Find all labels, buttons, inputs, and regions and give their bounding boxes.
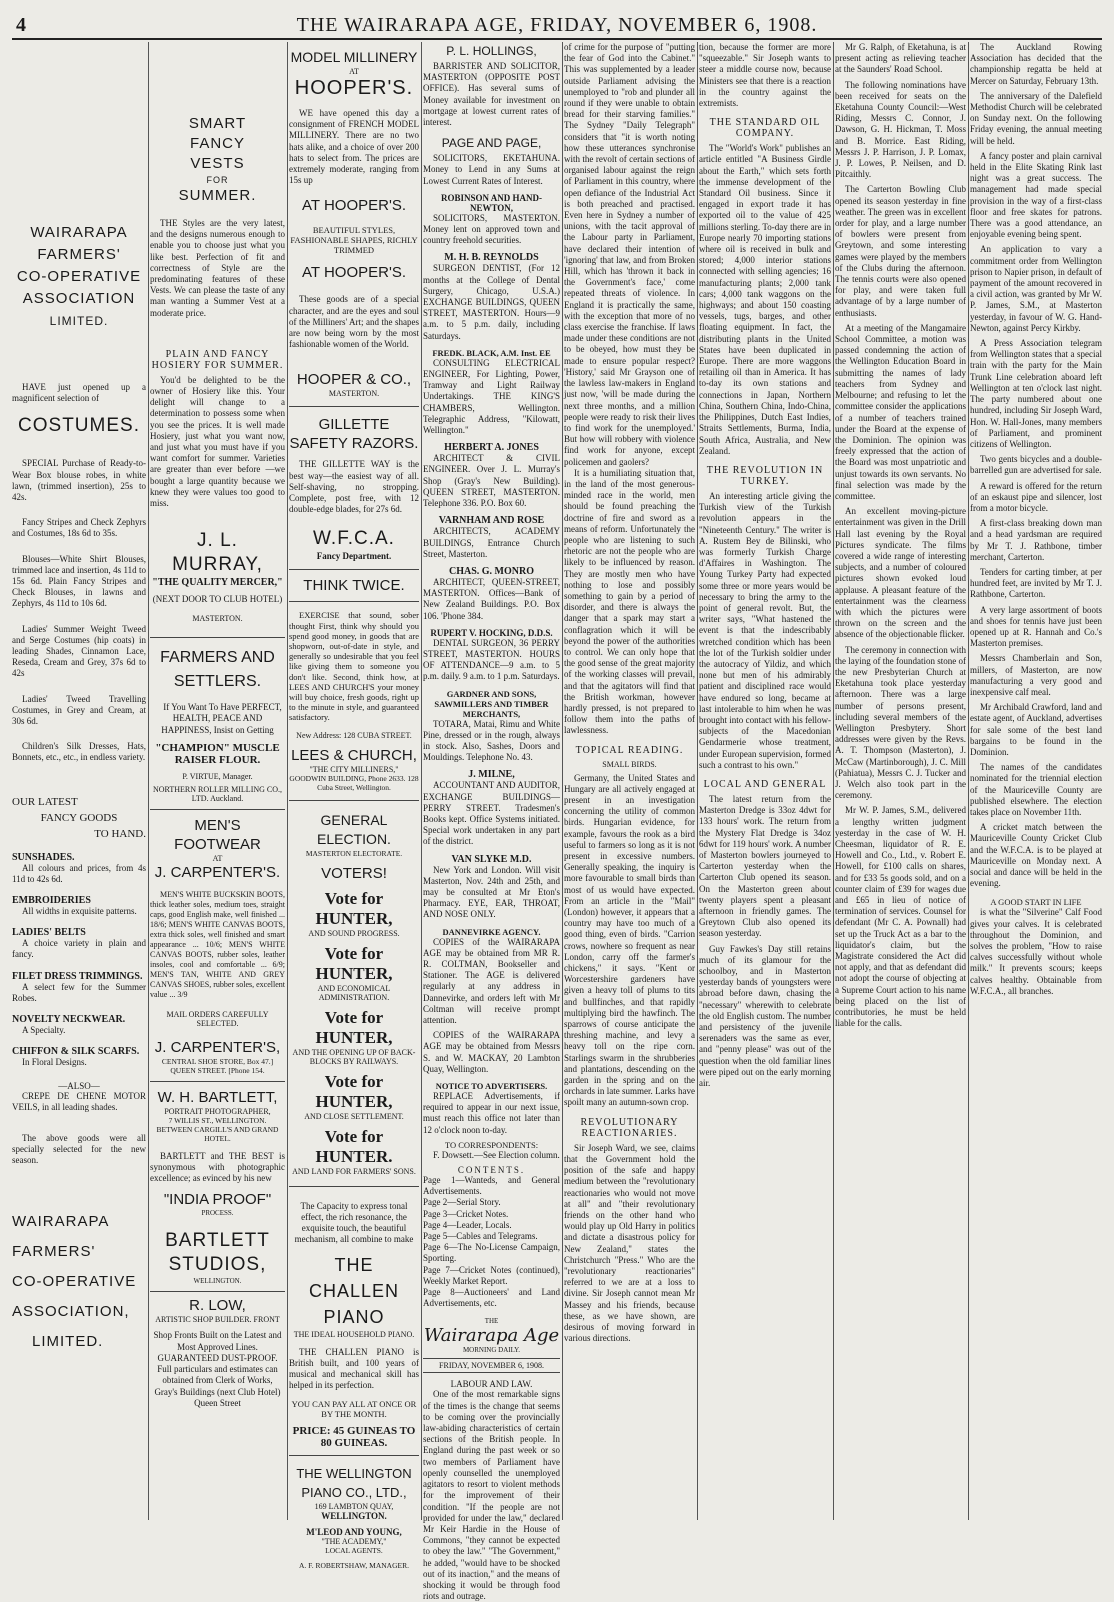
new-address: New Address: 128 CUBA STREET. xyxy=(296,730,412,740)
local2-item-9: Tenders for carting timber, at per hundred feet, are invited by Mr T. J. Rathbone, Carterton. xyxy=(970,566,1102,600)
local2-item-1: The Auckland Rowing Association has decided that the championship regatta be held at Mercer on Saturday, February 13th. xyxy=(970,42,1102,86)
beautiful-styles: BEAUTIFUL STYLES, FASHIONABLE SHAPES, RICHLY TRIMMED xyxy=(290,225,418,256)
low-name: R. LOW, xyxy=(189,1297,246,1315)
hooper-co: HOOPER & CO., xyxy=(296,371,412,389)
at-hoopers-1: AT HOOPER'S. xyxy=(302,197,406,215)
carpenter-name: J. CARPENTER'S. xyxy=(154,863,281,881)
ideal-piano: THE IDEAL HOUSEHOLD PIANO. xyxy=(293,1329,415,1339)
local2-item-14: A cricket match between the Mauriceville County Cricket Club and the W.F.C.A. is to be played at Mauriceville on Monday next. A social and dance will be held in the evening. xyxy=(970,822,1102,889)
local2-item-3: A fancy poster and plain carnival held in the Elite Skating Rink last night was a great success. The management had made special provision in the way of a first-class floor and free skates for patrons. There was a good attendance, an enjoyable evening being spent. xyxy=(970,150,1102,240)
wfca-heading: W.F.C.A. xyxy=(313,528,395,550)
local2-item-5: A Press Association telegram from Wellington states that a special train with the party for the Main Trunk Line celebration aboard left Wellington at ten o'clock last night. The party numbered about one hundred, including Sir Joseph Ward, Hon. W. Hall-Jones, many members of Parliament, and prominent citizens of Wellington. xyxy=(970,338,1102,449)
local2-item-7: A reward is offered for the return of an eskaust pipe and silencer, lost from a motor bicycle. xyxy=(970,480,1102,513)
goods-text: These goods are of a special character, and are the eyes and soul of the Milliners' Art; and the shapes are now being worn by the most fashionable women of the World. xyxy=(289,294,419,350)
the-label: THE xyxy=(484,1317,499,1326)
bartlett-text: BARTLETT and THE BEST is synonymous with photographic excellence; as evinced by his new xyxy=(150,1150,285,1184)
hoopers-heading: HOOPER'S. xyxy=(294,77,414,99)
card-monro: CHAS. G. MONRO ARCHITECT, QUEEN-STREET, MASTERTON. Offices—Bank of New Zealand Buildings. P.O. Box 106. 'Phone 384. xyxy=(423,565,560,621)
local-item-3: The Carterton Bowling Club opened its season yesterday in fine weather. The green was in excellent order for play, and a large number of bowlers were present from Greytown, and some interesting games were played by the members of the Clubs during the afternoon. The tennis courts were also opened for play, and were taken full advantage of by a large number of enthusiasts. xyxy=(835,184,966,318)
northern-mill: NORTHERN ROLLER MILLING CO., LTD. Auckland. xyxy=(150,785,285,810)
murray-name: J. L. MURRAY, xyxy=(172,530,263,576)
mens-footwear: MEN'S FOOTWEAR xyxy=(174,816,261,853)
costumes-heading: COSTUMES. xyxy=(18,415,140,437)
issue-date: FRIDAY, NOVEMBER 6, 1908. xyxy=(423,1358,560,1373)
wairarapa-age-logo: Wairarapa Age xyxy=(423,1325,560,1347)
gillette-text: THE GILLETTE WAY is the best way—the easiest way of all. Self-shaving, no stropping. Complete, post free, with 12 double-edge blades, for 27s 6d. xyxy=(289,459,419,515)
low-text: Shop Fronts Built on the Latest and Most Approved Lines. GUARANTEED DUST-PROOF. Full particulars and estimates can obtained from Clerk of Works, Gray's Buildings (next Club Hotel) Queen Street xyxy=(153,1330,282,1408)
local2-item-4: An application to vary a commitment order from Wellington prison to Napier prison, in default of payment of the amount recovered in a civil action, was granted by Mr W. P. James, S.M., at Masterton yesterday, in favour of W. G. Hand-Newton, against Percy Kirkby. xyxy=(970,244,1102,333)
challen-piano: THE CHALLEN PIANO xyxy=(308,1254,400,1327)
bartlett-sub: PORTRAIT PHOTOGRAPHER, xyxy=(164,1106,271,1116)
standard-oil-heading: THE STANDARD OIL COMPANY. xyxy=(709,117,821,140)
think-text: EXERCISE that sound, sober thought First, think why should you spend good money, in goods that are shopworn, out-of-date in style, and generally so undesirable that you feel like giving them to someone you don't like. Second, think how, at LEES AND CHURCH'S your money will buy choice, fresh goods, right up to the minute in style, and guaranteed satisfactory. xyxy=(289,610,419,723)
birds-text: Germany, the United States and Hungary are all actively engaged at present in an investigation concerning the utility of common birds. Hungarian evidence, for example, favours the rook as a bird useful to farmers so long as it is not present in excessive numbers. Generally speaking, the inquiry is more favourable to small birds than most of us would have expected. From an article in the "Mail" (London) however, it appears that a country may have too much of a good thing, even of birds. "Carrion crows, nowhere so frequent as near London, carry off the farmer's chickens," it says. "Kent or Worcestershire gardeners have given a heavy toll of plums to tits and bullfinches, and that rapidly multiplying bird the hawfinch. The sparrows of course anticipate the threshing machine, and levy a heavy toll on the ripe corn. Starlings swarm in the shrubberies and plantations, descending on the garden in the spring and on the orchards in late summer. Larks have spoilt many an autumn-sown crop. xyxy=(564,772,695,1108)
murray-sub: "THE QUALITY MERCER," xyxy=(152,577,283,589)
topical-heading: TOPICAL READING. xyxy=(575,744,684,756)
dannevirke-heading: DANNEVIRKE AGENCY. xyxy=(442,926,541,937)
fancy-department: Fancy Department. xyxy=(289,551,419,570)
good-start-heading: A GOOD START IN LIFE xyxy=(990,897,1082,908)
smart-vests-heading: SMART FANCY VESTS FOR SUMMER. xyxy=(178,115,257,204)
local2-item-10: A very large assortment of boots and shoes for tennis have just been opened up at R. Hannah and Co.'s Masterton premises. xyxy=(970,604,1102,649)
electorate: MASTERTON ELECTORATE. xyxy=(305,848,403,858)
vote-list: Vote for HUNTER, AND SOUND PROGRESS. Vote for HUNTER, AND ECONOMICAL ADMINISTRATION. Vote for HUNTER, AND THE OPENING UP OF BACK-BLOCKS BY RAILWAYS. Vote for HUNTER, AND CLOSE SETTLEMENT. Vote for HUNTER. AND LAND FOR FARMERS' SONS. xyxy=(289,889,419,1187)
column-local-2 xyxy=(970,42,1102,1520)
hooper-town: MASTERTON. xyxy=(289,389,419,407)
notice-text: REPLACE Advertisements, if required to appear in our next issue, must reach this office not later than 12 o'clock noon to-day. xyxy=(423,1091,560,1135)
local-text: The latest return from the Masterton Dredge is 33oz 4dwt for 133 hours' work. The return from the Mystery Flat Dredge is 34oz 6dwt for 119 hours' work. A number of Masterton bowlers journeyed to Carterton yesterday when the Carterton Club opened its season. On the Masterton green about twenty players spent a pleasant afternoon in friendly games. The Greytown Club also opened its season yesterday. xyxy=(699,793,831,939)
page-number: 4 xyxy=(16,14,26,36)
copies-2: COPIES of the WAIRARAPA AGE may be obtained from Messrs S. and W. MACKAY, 20 Lambton Quay, Wellington. xyxy=(423,1030,560,1074)
column-coop xyxy=(12,42,146,1520)
column-leader xyxy=(564,42,695,1520)
think-twice: THINK TWICE. xyxy=(289,576,419,602)
local2-item-6: Two gents bicycles and a double-barrelled gun are advertised for sale. xyxy=(970,454,1102,476)
price-label: PRICE: 45 GUINEAS TO 80 GUINEAS. xyxy=(289,1425,419,1456)
local-general-heading: LOCAL AND GENERAL xyxy=(703,778,827,790)
bartlett-studios: BARTLETT STUDIOS, xyxy=(165,1230,270,1276)
leader-text-2: It is a humiliating situation that, in the land of the most generous-minded race in the world, men should be found preaching the doctrine of fire and sword as a means of reform. Unfortunately the people who are listening to such rhetoric are not the people who are likely to be influenced by reason. They are mostly men who have nothing to lose and possibly something to gain by a period of disorder, and there is always the danger that a spark may start a conflagration which it will be beyond the power of the authorities to control. We can only hope that the good sense of the great majority of the working classes will prevail, and that the agitators will find that the British workman, however hardly pressed, is not prepared to follow them into the paths of lawlessness. xyxy=(564,467,695,736)
card-hocking: RUPERT V. HOCKING, D.D.S. DENTAL SURGEON, 36 PERRY STREET, MASTERTON. HOURS OF ATTENDANCE—9 a.m. to 5 p.m. daily. 9 a.m. to 1 p.m. Saturdays. xyxy=(423,627,560,682)
at-hoopers-2: AT HOOPER'S. xyxy=(302,264,406,282)
local2-item-8: A first-class breaking down man and a head yardsman are required by Mr T. J. Rathbone, timber merchant, Carterton. xyxy=(970,518,1102,562)
carpenter-name-2: J. CARPENTER'S, xyxy=(154,1038,281,1056)
hosiery-text: You'd be delighted to be the owner of Hosiery like this. Your delight will change to a determination to possess some when you see the prices. It is well made Hosiery, just what you want now, and just what you must have if you want comfort for summer. Varieties are greater than ever before —we bought a large quantity because we knew they were values too good to miss. xyxy=(150,374,285,509)
card-page: PAGE AND PAGE, SOLICITORS, EKETAHUNA. Money to Lend in any Sums at Lowest Current Rates of Interest. xyxy=(423,136,560,186)
local-item-1: Mr G. Ralph, of Eketahuna, is at present acting as relieving teacher at the Saunders' Road School. xyxy=(835,42,966,75)
copies-1: COPIES of the WAIRARAPA AGE may be obtained from MR R. R. COLTMAN, Bookseller and Stationer. The AGE is delivered regularly at any address in Dannevirke, and orders left with Mr Coltman will receive prompt attention. xyxy=(423,936,560,1025)
latest-goods-heading: OUR LATEST FANCY GOODS TO HAND. xyxy=(12,795,146,840)
low-sub: ARTISTIC SHOP BUILDER. FRONT xyxy=(155,1315,280,1325)
lees-sub: "THE CITY MILLINERS," xyxy=(309,764,399,774)
card-varnham: VARNHAM AND ROSE ARCHITECTS, ACADEMY BUILDINGS, Entrance Church Street, Masterton. xyxy=(423,515,560,559)
correspondents-text: F. Dowsett.—See Election column. xyxy=(433,1149,560,1160)
revolutionary-text: Sir Joseph Ward, we see, claims that the Government hold the position of the safe and happy medium between the "revolutionary reactionaries who would not move at all" and "their revolutionary friends on the other hand who would play up Old Harry in politics and dictate a disastrous policy for New Zealand," states the Christchurch "Press." Who are the "revolutionary reactionaries" referred to we are at a loss to divine. Sir Joseph cannot mean Mr Massey and his friends, because these, as we have shown, are desirous of moving forward in various directions. xyxy=(564,1142,695,1344)
process-label: PROCESS. xyxy=(201,1209,234,1218)
masthead xyxy=(12,10,1102,40)
election-heading: GENERAL ELECTION. xyxy=(317,811,391,847)
mleod-young: M'LEOD AND YOUNG, xyxy=(306,1527,402,1538)
challen-intro: The Capacity to express tonal effect, the rich resonance, the exquisite touch, the beautiful mechanism, all combine to make xyxy=(294,1200,414,1245)
lees-addr: GOODWIN BUILDING, Phone 2633. 128 Cuba Street, Wellington. xyxy=(289,774,419,801)
fawkes-text: Guy Fawkes's Day still retains much of its glamour for the schoolboy, and in Masterton yesterday bands of youngsters were abroad before dawn, chasing the "necessary" wherewith to celebrate the old English custom. The number and persistency of the juvenile serenaders was the same as ever, and "penny please" was out of the question when the old familiar lines were piped out on the early morning air. xyxy=(699,943,831,1089)
bartlett-name: W. H. BARTLETT, xyxy=(157,1088,278,1106)
coop-name-bottom: WAIRARAPA FARMERS' CO-OPERATIVE ASSOCIATION, LIMITED. xyxy=(12,1212,137,1350)
small-birds-heading: SMALL BIRDS. xyxy=(602,759,657,769)
at-label: AT xyxy=(349,67,359,76)
morning-daily: MORNING DAILY. xyxy=(462,1346,521,1355)
studios-town: WELLINGTON. xyxy=(150,1277,285,1292)
wellington-piano: THE WELLINGTON PIANO CO., LTD., xyxy=(296,1466,412,1501)
leader-text-1: of crime for the purpose of "putting the fear of God into the Cabinet." This was supplemented by a leader outside Parliament advising the unemployed to "rob and plunder all round if they were unable to obtain bread for their starving families." The Sydney "Daily Telegraph" considers that "it is worth noting how these utterances synchronise with the revolt of certain sections of organised labour against the reign of Parliament in this country, where open defiance of the Industrial Act is both preached and practised. Even here in Sydney a number of unions, with the tacit approval of the Labour party in Parliament, have declared their intention of 'ignoring' that law, and from Broken Hill, which has 'thrown it back in the Government's face,' come repeated threats of violence. In England it is practically the same, with the exception that more of no class exercise the franchise. If laws made under these conditions are not to be obeyed, how must they be made to ensure popular respect? 'History,' said Mr Grayson one of the lawless law-makers in England just now, 'will be made during the next three months, and a million people were ready to risk their lives to find work for the unemployed.' But how will robbery with violence find work for anyone, except policemen and gaolers? xyxy=(564,42,695,467)
turkey-heading: THE REVOLUTION IN TURKEY. xyxy=(706,464,824,487)
card-milne: J. MILNE, ACCOUNTANT AND AUDITOR, EXCHANGE BUILDINGS—PERRY STREET. Tradesmen's Books kept. Office Systems initiated. Special work undertaken in any part of the district. xyxy=(423,769,560,847)
farmers-text: If You Want To Have PERFECT, HEALTH, PEACE AND HAPPINESS, Insist on Getting xyxy=(161,702,282,735)
card-jones: HERBERT A. JONES ARCHITECT & CIVIL ENGINEER. Over J. L. Murray's Shop (Gray's New Building). QUEEN STREET, MASTERTON. Telephone 336. P.O. Box 60. xyxy=(423,442,560,509)
challen-text: THE CHALLEN PIANO is British built, and 100 years of musical and mechanical skill has helped in its perfection. xyxy=(289,1346,419,1391)
card-hollings: P. L. HOLLINGS, BARRISTER AND SOLICITOR, MASTERTON (OPPOSITE POST OFFICE). Has several sums of Money available for investment on mortgage at lowest current rates of interest. xyxy=(423,44,560,128)
notice-heading: NOTICE TO ADVERTISERS. xyxy=(435,1081,548,1092)
card-slyke: VAN SLYKE M.D. New York and London. Will visit Masterton, Nov. 24th and 25th, and may be consulted at Mr Eton's Pharmacy. EYE, EAR, THROAT, AND NOSE ONLY. xyxy=(423,853,560,920)
mens-list: MEN'S WHITE BUCKSKIN BOOTS, thick leather soles, medium toes, straight caps, good English make, well finished ... 18/6; MEN'S WHITE CANVAS BOOTS, extra thick soles, well finished and smart appearance ... 10/6; MEN'S WHITE CANVAS BOOTS, rubber soles, leather insoles, cool and comfortable ... 6/9; MEN'S TAN, WHITE AND GREY CANVAS SHOES, rubber soles, excellent value ... 3/9 xyxy=(150,889,285,999)
india-proof: "INDIA PROOF" xyxy=(163,1191,272,1209)
wellington-label: WELLINGTON. xyxy=(321,1511,387,1522)
millinery-text: WE have opened this day a consignment of FRENCH MODEL MILLINERY. There are no two hats alike, and a choice of over 200 hats to select from. The prices are extremely moderate, ranging from 15s up xyxy=(289,108,419,186)
millinery-heading: MODEL MILLINERY xyxy=(290,49,418,65)
smart-text: THE Styles are the very latest, and the designs numerous enough to enable you to choose just what you like best. Perfection of fit and correctness of Style are the predominating features of these Vests. We can please the taste of any man wanting a Summer Vest at a moderate price. xyxy=(150,218,285,318)
page-title: THE WAIRARAPA AGE, FRIDAY, NOVEMBER 6, 1908. xyxy=(296,14,818,36)
labour-text: One of the most remarkable signs of the times is the change that seems to be coming over the provincially law-abiding characteristics of certain sections of the British people. In England during the past week or so two members of Parliament have openly counselled the unemployed agitators to resort to violent methods for the improvement of their condition. "If the people are not provided for under the law," declared Mr Keir Hardie in the House of Commons, "they cannot be expected to obey the law." "The Government," he added, "would have to be shocked out of its inaction," and the means of shocking it would be through food riots and outrage. xyxy=(423,1389,560,1602)
lees-church: LEES & CHURCH, xyxy=(291,746,417,764)
at-label: AT xyxy=(212,853,223,863)
card-black: FREDK. BLACK, A.M. Inst. EE CONSULTING ELECTRICAL ENGINEER, For Lighting, Power, Tramway and Light Railway Undertakings. THE KING'S CHAMBERS, Wellington. Telegraphic Address, "Kilowatt, Wellington." xyxy=(423,347,560,436)
news-text-1: tion, because the former are more "squeezable." Sir Joseph wants to steer a middle course now, because Ministers see that there is a reaction in the country against the extremists. xyxy=(699,42,831,109)
turkey-text: An interesting article giving the Turkish view of the Turkish revolution appears in the "Nineteenth Century." The writer is A. Rustem Bey de Bilinski, who was formerly Turkish Charge d'Affaires in Washington. The Young Turkey Party had expected some three or more years would be necessary to bring the army to the point of general revolt. But, the writer says, "What hastened the event is that the indescribably wretched condition which has been the lot of the Turkish soldier under the autocracy of Yildiz, and which none but men of his admirably patient and disciplined race would have endured so long, became at last intolerable to him when he was brought into contact with his fellow-subjects of the Macedonian Gendarmerie whose treatment, under European supervision, formed such a contrast to his own." xyxy=(699,490,831,770)
local2-item-11: Messrs Chamberlain and Son, millers, of Masterton, are now manufacturing a very good and inexpensive calf meal. xyxy=(970,653,1102,697)
column-professional xyxy=(423,42,560,1602)
carpenter-addr: CENTRAL SHOE STORE, Box 47.] QUEEN STREET. [Phone 154. xyxy=(150,1057,285,1082)
card-reynolds: M. H. B. REYNOLDS SURGEON DENTIST, (For 12 months at the College of Dental Surgery, Chicago, U.S.A.) EXCHANGE BUILDINGS, QUEEN STREET, MASTERTON. Hours—9 a.m. to 5 p.m. daily, including Saturdays. xyxy=(423,252,560,341)
hosiery-heading: PLAIN AND FANCY HOSIERY FOR SUMMER. xyxy=(151,348,284,371)
revolutionary-heading: REVOLUTIONARY REACTIONARIES. xyxy=(580,1116,679,1139)
also-label: —ALSO— xyxy=(58,1080,100,1091)
local2-item-13: The names of the candidates nominated for the triennial election of the Mauriceville County are published elsewhere. The election takes place on November 11th. xyxy=(970,762,1102,817)
local-item-7: Mr W. P. James, S.M., delivered a lengthy written judgment yesterday in the case of W. H. Cheesman, liquidator of R. E. Howell and Co., Ltd., v. Robert E. Howell, for £100 calls on shares, and for £33 5s goods sold, and on a counter claim of £39 for wages due and £65 in lieu of notice of termination of services. Counsel for defendant (Mr C. A. Pownall) had set up the Truck Act as a bar to the liquidator's claim, but the Magistrate considered the Act did not apply, and that as defendant did not adopt the course of objecting at a Supreme Court action to his name being placed on the list of contributories, he must be held liable for the calls. xyxy=(835,805,966,1029)
local-item-2: The following nominations have been received for seats on the Eketahuna County Council:—West Riding, Messrs C. Connor, J. Dawson, G. H. Hickman, T. Moss and B. Morrice. East Riding, Messrs J. P. Harrison, J. P. Lomax, J. P. Lowes, P. Neilsen, and D. Pitcaithly. xyxy=(835,79,966,180)
gillette-heading: GILLETTE SAFETY RAZORS. xyxy=(289,416,419,453)
column-hoopers xyxy=(289,42,419,1571)
local-item-6: The ceremony in connection with the laying of the foundation stone of the new Presbyterian Church at Eketahuna took place yesterday afternoon. There was a large number of persons present, including several members of the Wellington Presbytery. Short addresses were given by the Revs. A. T. Thompson (Masterton), J. McCaw (Martinborough), J. C. Mill (Pahiatua), Messrs C. J. Tucker and J. Welch also took part in the ceremony. xyxy=(835,644,966,801)
local2-item-2: The anniversary of the Dalefield Methodist Church will be celebrated on Sunday next. On the following Friday evening, the annual meeting will be held. xyxy=(970,90,1102,146)
column-news xyxy=(699,42,831,1520)
murray-addr: (NEXT DOOR TO CLUB HOTEL) xyxy=(152,594,283,605)
academy-label: "THE ACADEMY," xyxy=(321,1537,387,1547)
virtue: P. VIRTUE, Manager. xyxy=(182,771,253,781)
local-item-4: At a meeting of the Mangamaire School Committee, a motion was passed condemning the action of the Wellington Education Board in submitting the names of lady teachers from Sydney and Melbourne; and refusing to let the committee consider the applications of a number of teachers trained under the Board at the expense of the Dominion. The opinion was freely expressed that the action of the Board was most unpatriotic and unjust towards its own servants. No final selection was made by the committee. xyxy=(835,322,966,501)
coop-intro: HAVE just opened up a magnificent selection of xyxy=(12,382,146,404)
card-gardner: GARDNER AND SONS, SAWMILLERS AND TIMBER MERCHANTS, TOTARA, Matai, Rimu and White Pine, dressed or in the rough, always in stock. Also, Sashes, Doors and Mouldings. Telephone No. 43. xyxy=(423,688,560,763)
local2-item-12: Mr Archibald Crawford, land and estate agent, of Auckland, advertises for sale some of the best land bargains to be found in the Dominion. xyxy=(970,702,1102,757)
column-local xyxy=(835,42,966,1520)
standard-oil-text: The "World's Work" publishes an article entitled "A Business Girdle about the Earth," which sets forth the immense development of the Standard Oil business. Since it engaged in export trade it has exported oil to the value of 425 millions sterling. To-day there are in Europe nearly 70 importing stations where oil is received in bulk and stored; 4,000 interior stations connected with selling agencies; 16 manufacturing plants; 2,000 tank cars; 4,000 tank waggons on the highways; and about 150 coasting vessels, tugs, barges, and other floating equipment. In fact, the distributing plants in the United States have been duplicated in Europe. There are more waggons retailing oil than in America. It has to-day its own stations and connections in Japan, Northern China, Southern China, Indo-China, the Philippines, Dutch East Indies, Straits Settlements, Burma, India, South Africa, Australia, and New Zealand. xyxy=(699,143,831,456)
local-item-5: An excellent moving-picture entertainment was given in the Drill Hall last evening by the Royal Pictures syndicate. The films covered a wide range of interesting subjects, and a number of coloured pictures shown evoked loud applause. A pleasant feature of the entertainment was the clearness with which the pictures were thrown on the screen and the absence of the objectionable flicker. xyxy=(835,506,966,640)
good-start-text: is what the "Silverine" Calf Food gives your calves. It is celebrated throughout the Dominion, and solves the problem, "How to raise calves successfully without whole milk." It prevents scours; keeps calves healthy. Obtainable from W.F.C.A., all branches. xyxy=(970,907,1102,996)
farmers-heading: FARMERS AND SETTLERS. xyxy=(160,649,275,691)
local-agents: LOCAL AGENTS. xyxy=(325,1546,383,1556)
correspondents-heading: TO CORRESPONDENTS: xyxy=(444,1139,539,1150)
pay-label: YOU CAN PAY ALL AT ONCE OR BY THE MONTH. xyxy=(291,1399,417,1420)
above-text: The above goods were all specially selected for the new season. xyxy=(12,1132,146,1166)
champion-flour: "CHAMPION" MUSCLE RAISER FLOUR. xyxy=(155,741,280,766)
bartlett-addr: 7 WILLIS ST., WELLINGTON. BETWEEN CARGILL'S AND GRAND HOTEL. xyxy=(156,1115,279,1143)
coop-name-top: WAIRARAPA FARMERS' CO-OPERATIVE ASSOCIATION LIMITED. xyxy=(16,224,142,328)
card-robinson: ROBINSON AND HAND-NEWTON, SOLICITORS, MASTERTON. Money lent on approved town and country freehold securities. xyxy=(423,192,560,246)
crepe-text: CREPE DE CHENE MOTOR VEILS, in all leading shades. xyxy=(12,1090,146,1112)
column-murray xyxy=(150,42,285,1520)
labour-heading: LABOUR AND LAW. xyxy=(450,1379,533,1390)
coop-items: SPECIAL Purchase of Ready-to-Wear Box blouse robes, in white lawn, (trimmed insertion), 25s to 42s. Fancy Stripes and Check Zephyrs and Costumes, 18s 6d to 35s. Blouses—White Shirt Blouses, trimmed lace and insertion, 4s 11d to 15s 6d. Plain Fancy Stripes and Check Blouses, in lawns and Zephyrs, 4s 11d to 10s 6d. Ladies' Summer Weight Tweed and Serge Costumes (hip coats) in leading Shades, Cinnamon Lace, Reseda, Cream and Grey, 37s 6d to 42s Ladies' Tweed Travelling Costumes, in Grey and Cream, at 30s 6d. Children's Silk Dresses, Hats, Bonnets, etc., etc., in endless variety. xyxy=(12,458,146,763)
robertshaw: A. F. ROBERTSHAW, MANAGER. xyxy=(299,1561,409,1571)
contents-heading: CONTENTS. xyxy=(457,1165,526,1176)
mail-orders: MAIL ORDERS CAREFULLY SELECTED. xyxy=(166,1009,269,1028)
goods-list: SUNSHADES. All colours and prices, from 4s 11d to 42s 6d. EMBROIDERIES All widths in exquisite patterns. LADIES' BELTS A choice variety in plain and fancy. FILET DRESS TRIMMINGS. A select few for the Summer Robes. NOVELTY NECKWEAR. A Specialty. CHIFFON & SILK SCARFS. In Floral Designs. xyxy=(12,851,146,1068)
lambton-quay: 169 LAMBTON QUAY, xyxy=(314,1502,394,1512)
murray-town: MASTERTON. xyxy=(150,614,285,638)
voters-heading: VOTERS! xyxy=(321,864,387,882)
contents-list: Page 1—Wanteds, and General Advertisements. Page 2—Serial Story. Page 3—Cricket Notes. Page 4—Leader, Locals. Page 5—Cables and Telegrams. Page 6—The No-License Campaign, Sporting. Page 7—Cricket Notes (continued), Weekly Market Report. Page 8—Auctioneers' and Land Advertisements, etc. xyxy=(423,1175,560,1309)
